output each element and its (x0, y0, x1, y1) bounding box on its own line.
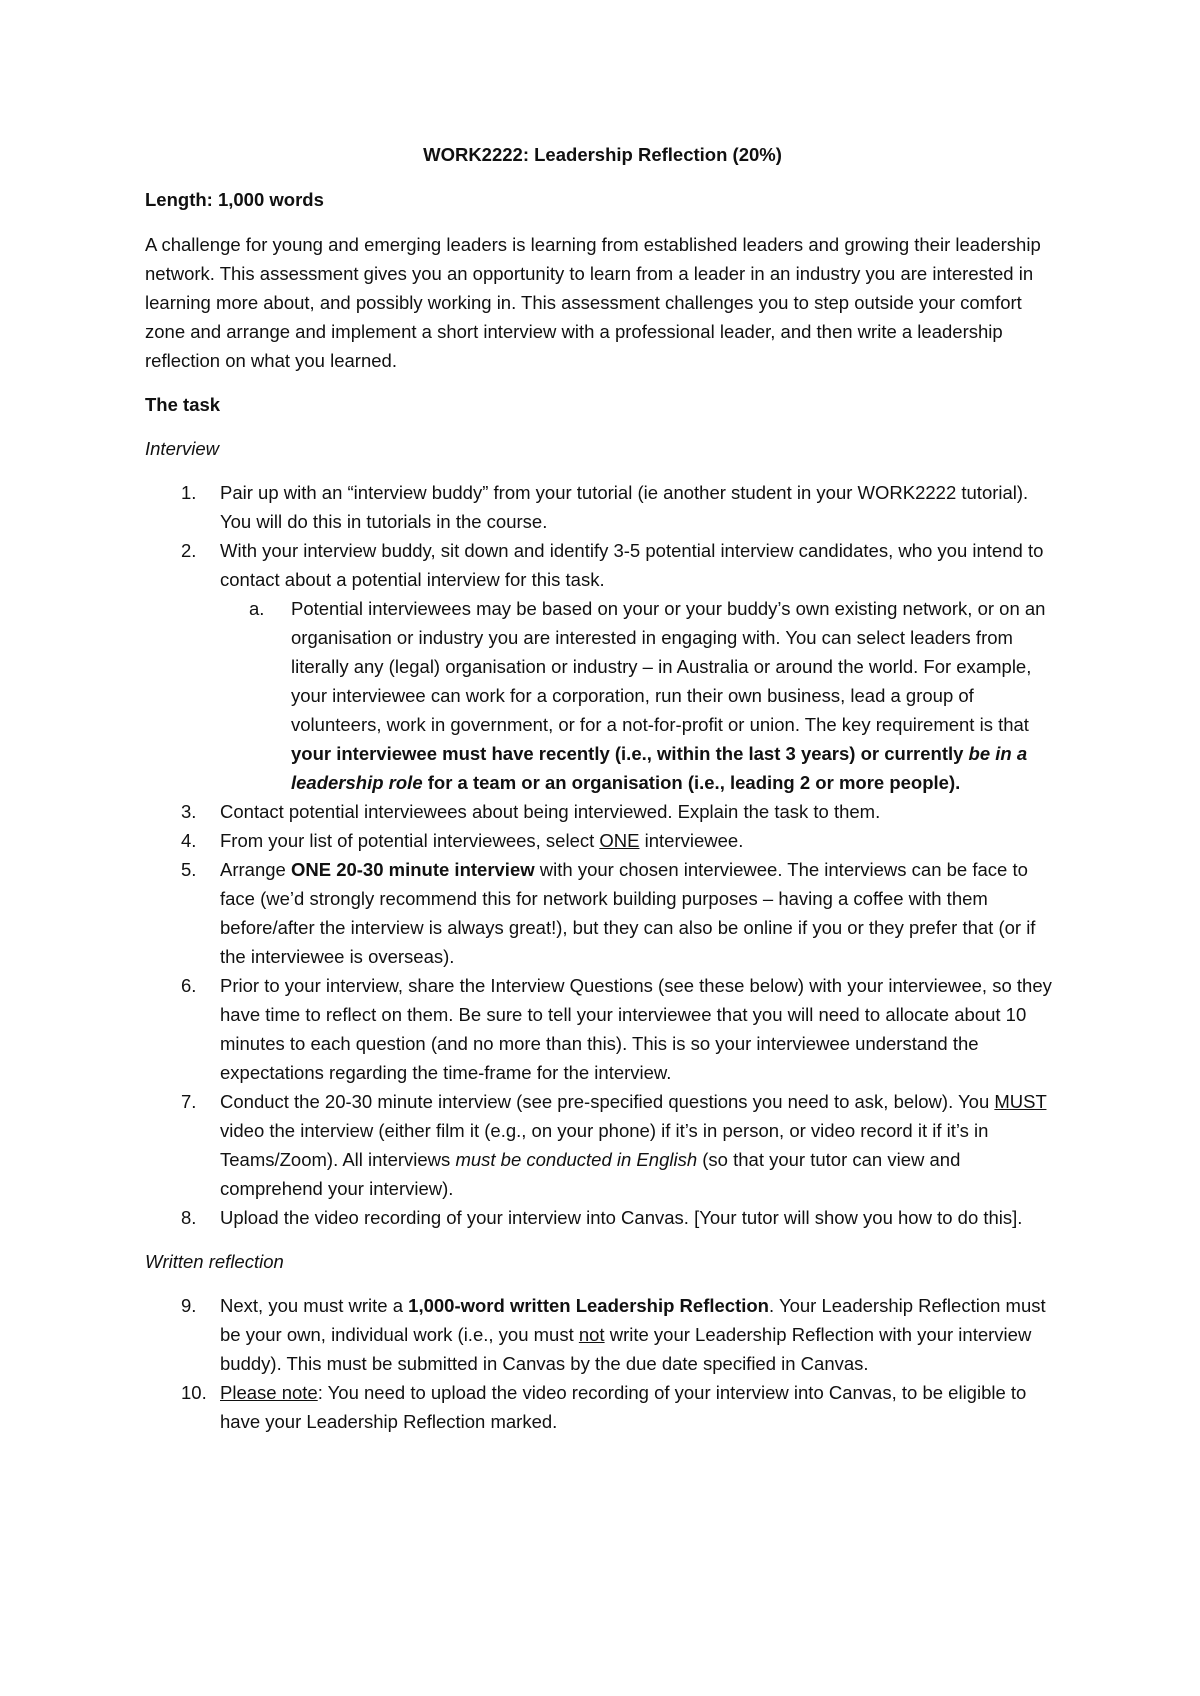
italic-emphasis: must be conducted in English (455, 1149, 698, 1170)
list-text: Prior to your interview, share the Interview Questions (see these below) with your interviewee, so they have time to reflect on them. Be sure to tell your interviewee that you will need to allocate about 10 minutes to each question (and no more than this). This is so your interviewee understand the expectations regarding the time-frame for the interview. (220, 975, 1052, 1083)
list-item (145, 1378, 1060, 1436)
key-requirement-text-end: for a team or an organisation (i.e., leading 2 or more people). (422, 772, 961, 793)
document-body (145, 140, 1060, 1451)
bold-emphasis: ONE 20-30 minute interview (290, 859, 535, 880)
bold-emphasis: 1,000-word written Leadership Reflection (408, 1295, 769, 1316)
list-item (145, 1203, 1060, 1232)
intro-paragraph: A challenge for young and emerging leaders is learning from established leaders and growing their leadership network. This assessment gives you an opportunity to learn from a leader in an industry you are interested in learning more about, and possibly working in. This assessment challenges you to step outside your comfort zone and arrange and implement a short interview with a professional leader, and then write a leadership reflection on what you learned. (145, 234, 1041, 371)
task-heading: The task (145, 394, 221, 415)
sub-list-item (145, 594, 1060, 797)
underlined-emphasis: MUST (994, 1091, 1047, 1112)
interview-steps-list (145, 478, 1060, 1232)
list-number: 4. (181, 830, 197, 851)
list-item (145, 1087, 1060, 1203)
list-text: With your interview buddy, sit down and identify 3-5 potential interview candidates, who you intend to contact about a potential interview for this task. (220, 540, 1044, 590)
list-number: 7. (181, 1091, 197, 1112)
interview-subheading: Interview (145, 438, 220, 459)
list-item (145, 971, 1060, 1087)
underlined-emphasis: ONE (599, 830, 640, 851)
list-text: Upload the video recording of your interview into Canvas. [Your tutor will show you how to do this]. (220, 1207, 1023, 1228)
list-number: 5. (181, 859, 197, 880)
list-number: 9. (181, 1295, 197, 1316)
sub-list-text: Potential interviewees may be based on your or your buddy’s own existing network, or on an organisation or industry you are interested in engaging with. You can select leaders from literally any (legal) organisation or industry – in Australia or around the world. For example, your interviewee can work for a corporation, run their own business, lead a group of volunteers, work in government, or for a not-for-profit or union. The key requirement is that (291, 598, 1046, 735)
list-item (145, 826, 1060, 855)
list-text: Pair up with an “interview buddy” from your tutorial (ie another student in your WORK2222 tutorial). You will do this in tutorials in the course. (220, 482, 1029, 532)
list-text: Contact potential interviewees about being interviewed. Explain the task to them. (220, 801, 881, 822)
sub-list-letter: a. (249, 598, 265, 619)
list-text: Next, you must write a (220, 1295, 409, 1316)
list-number: 3. (181, 801, 197, 822)
list-item (145, 536, 1060, 797)
list-item (145, 797, 1060, 826)
list-number: 2. (181, 540, 197, 561)
key-requirement-text: your interviewee must have recently (i.e., within the last 3 years) or currently (291, 743, 969, 764)
list-item (145, 478, 1060, 536)
list-text-end: (so that your tutor can view and comprehend your interview). (220, 1149, 961, 1199)
underlined-emphasis: not (578, 1324, 605, 1345)
list-text-end: interviewee. (639, 830, 744, 851)
list-text-end: write your Leadership Reflection with your interview buddy). This must be submitted in Canvas by the due date specified in Canvas. (220, 1324, 1032, 1374)
list-item (145, 855, 1060, 971)
list-text: : You need to upload the video recording of your interview into Canvas, to be eligible to have your Leadership Reflection marked. (220, 1382, 1027, 1432)
list-text-end: with your chosen interviewee. The interviews can be face to face (we’d strongly recommend this for network building purposes – having a coffee with them before/after the interview is always great!), but they can also be online if you or they prefer that (or if the interviewee is overseas). (220, 859, 1036, 967)
list-number: 6. (181, 975, 197, 996)
list-item (145, 1291, 1060, 1378)
reflection-steps-list (145, 1291, 1060, 1436)
list-number: 8. (181, 1207, 197, 1228)
length-requirement: Length: 1,000 words (145, 189, 324, 210)
list-text-middle: . Your Leadership Reflection must be your own, individual work (i.e., you must (220, 1295, 1046, 1345)
leadership-role-emphasis: be in a leadership role (291, 743, 1028, 793)
list-text: Arrange (220, 859, 291, 880)
page-title: WORK2222: Leadership Reflection (20%) (423, 144, 782, 165)
written-reflection-subheading: Written reflection (145, 1251, 284, 1272)
sub-list (220, 594, 1060, 797)
list-text-middle: video the interview (either film it (e.g., on your phone) if it’s in person, or video record it if it’s in Teams/Zoom). All interviews (220, 1120, 989, 1170)
list-number: 1. (181, 482, 197, 503)
list-number: 10. (181, 1382, 207, 1403)
list-text: Conduct the 20-30 minute interview (see pre-specified questions you need to ask, below). You (220, 1091, 995, 1112)
list-text: From your list of potential interviewees, select (220, 830, 600, 851)
please-note-label: Please note (220, 1382, 318, 1403)
